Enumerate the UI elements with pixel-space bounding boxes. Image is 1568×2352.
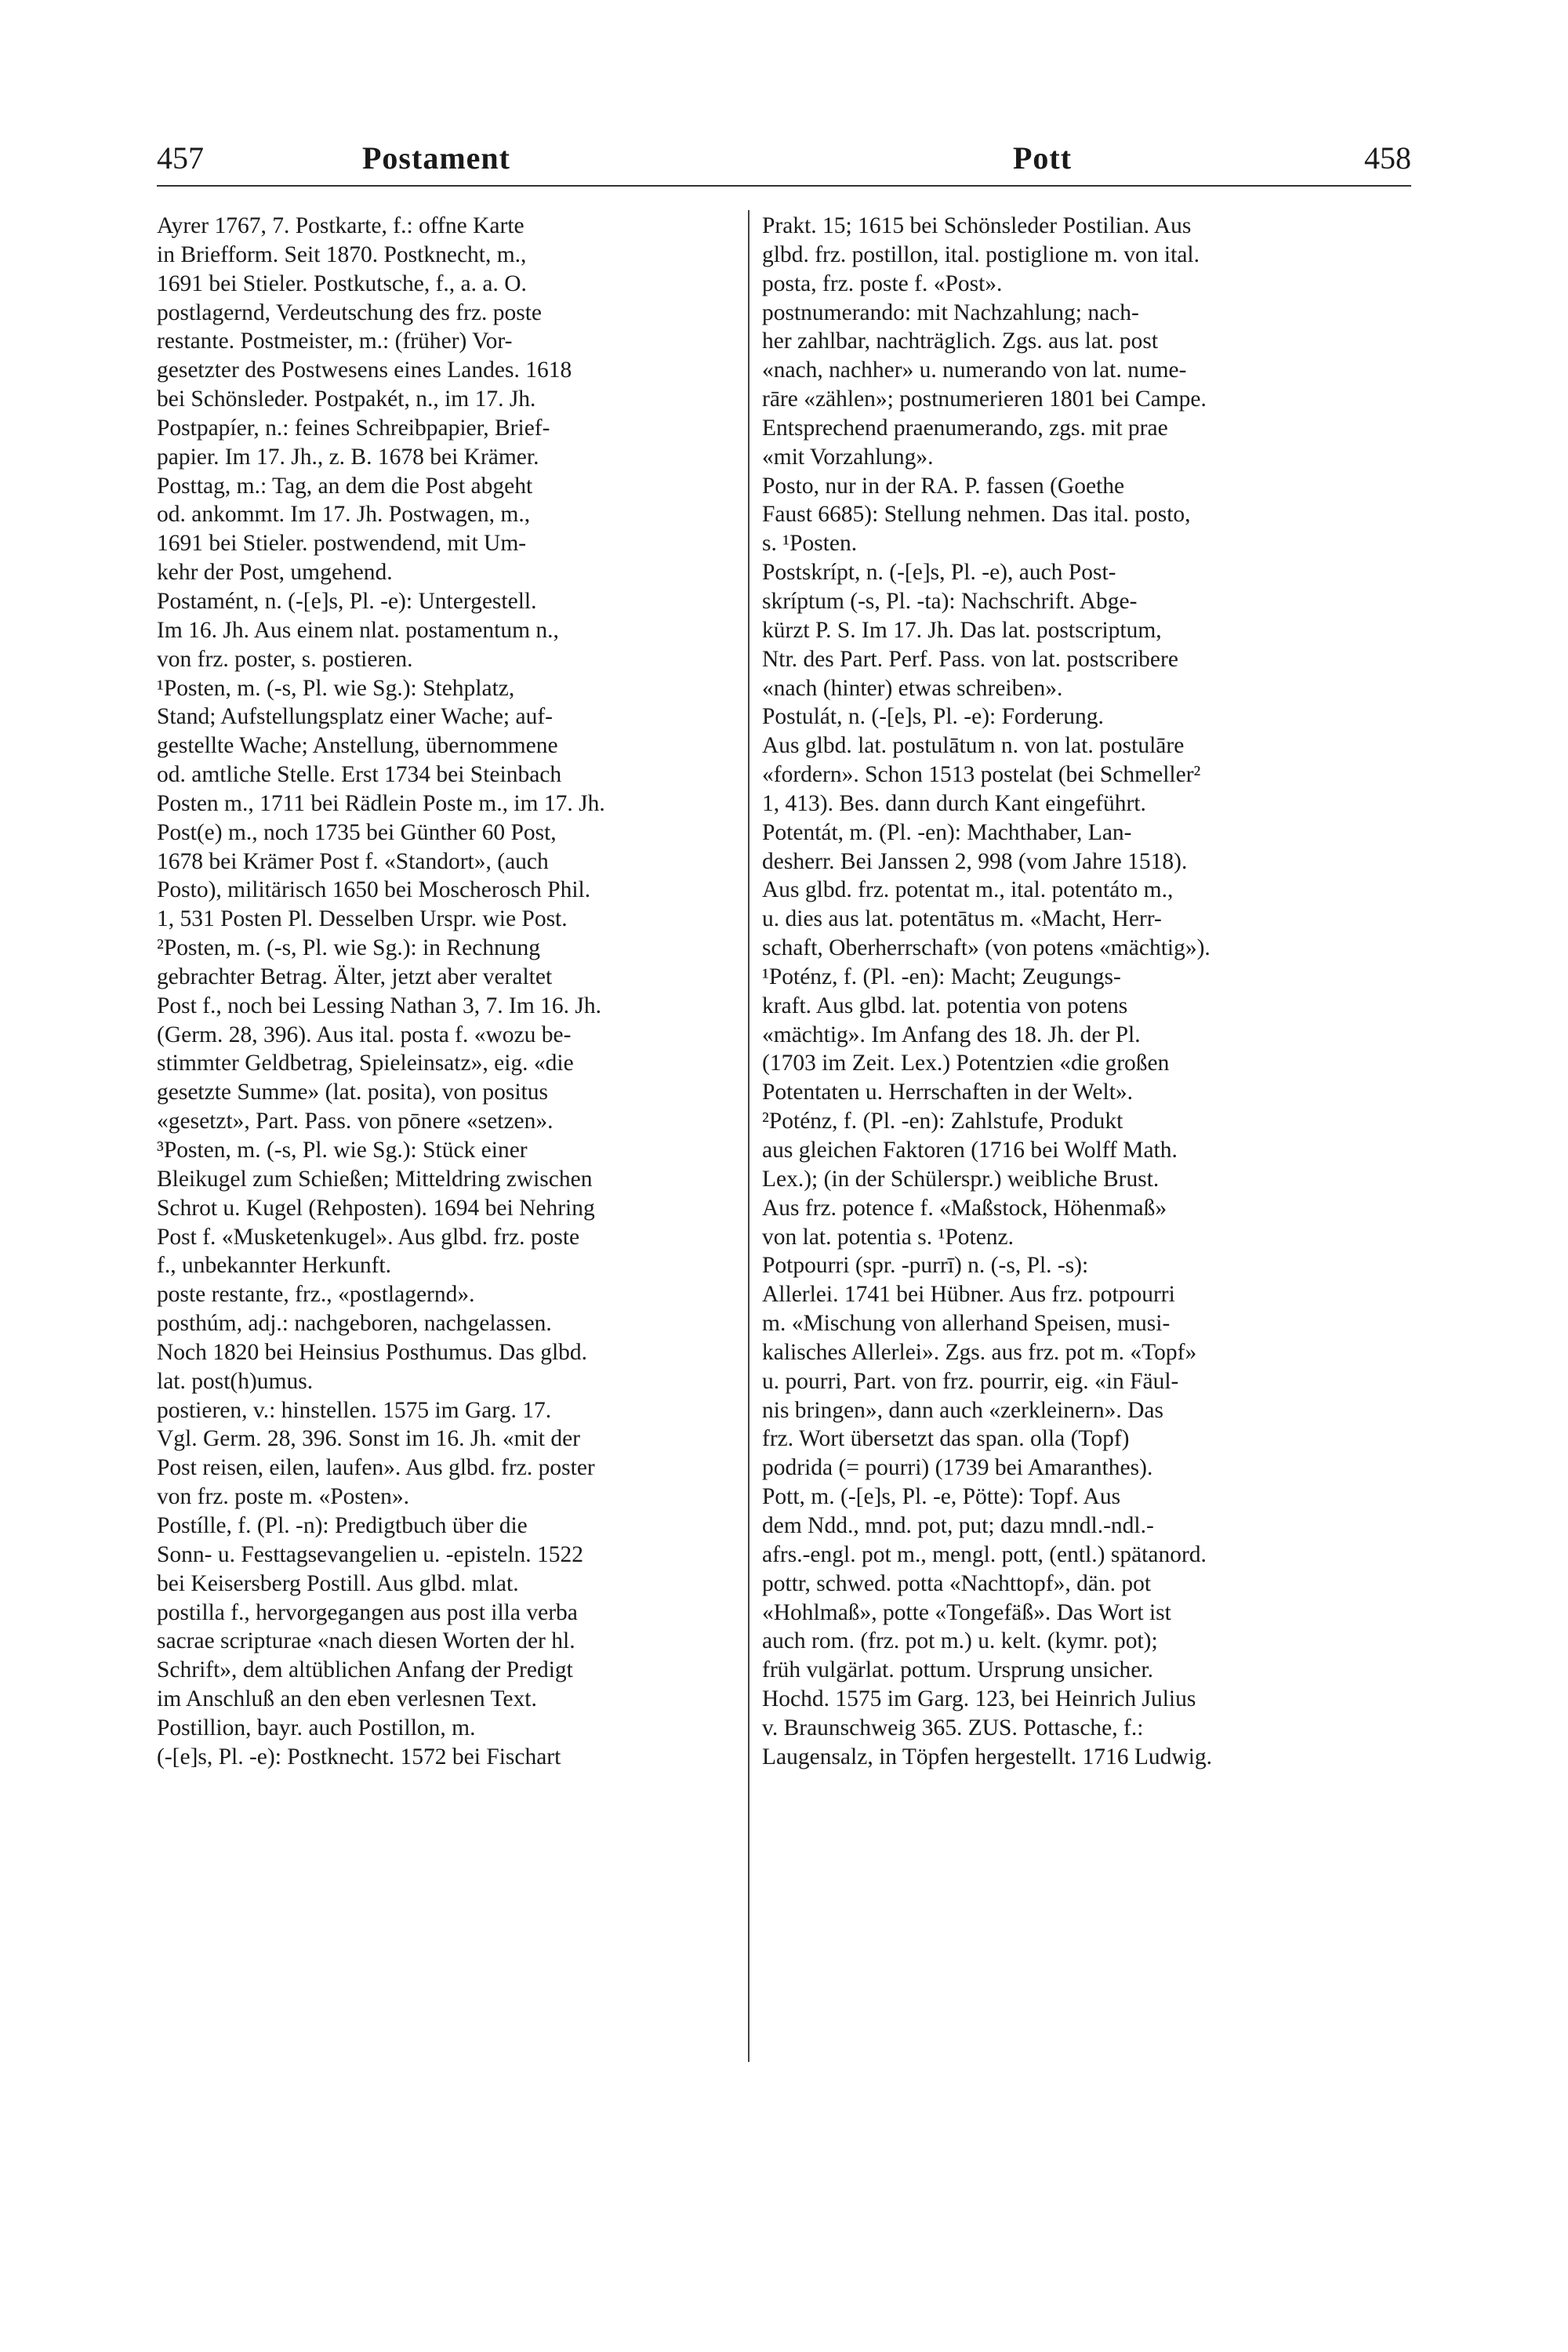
left-column-line: lat. post(h)umus.: [157, 1368, 314, 1394]
right-column-line: Hochd. 1575 im Garg. 123, bei Heinrich Julius: [762, 1686, 1196, 1712]
left-column-line: Post f. «Musketenkugel». Aus glbd. frz. poste: [157, 1224, 580, 1250]
left-column-line: bei Schönsleder. Postpakét, n., im 17. Jh.: [157, 387, 536, 412]
right-column-line: s. ¹Posten.: [762, 531, 858, 557]
left-column-line: von frz. poster, s. postieren.: [157, 646, 413, 672]
page-header: [157, 140, 1411, 187]
left-column-line: Posto), militärisch 1650 bei Moscherosch Phil.: [157, 877, 591, 903]
right-column-line: v. Braunschweig 365. ZUS. Pottasche, f.:: [762, 1715, 1144, 1740]
left-column-line: gebrachter Betrag. Älter, jetzt aber veraltet: [157, 964, 553, 989]
left-column-line: Schrift», dem altüblichen Anfang der Predigt: [157, 1657, 573, 1683]
right-column-line: Postulát, n. (-[e]s, Pl. -e): Forderung.: [762, 704, 1104, 730]
right-column-line: u. pourri, Part. von frz. pourrir, eig. «in Fäul-: [762, 1368, 1179, 1394]
right-column-line: «Hohlmaß», potte «Tongefäß». Das Wort ist: [762, 1599, 1171, 1625]
left-column-line: «gesetzt», Part. Pass. von pōnere «setzen».: [157, 1109, 554, 1134]
left-column-line: im Anschluß an den eben verlesnen Text.: [157, 1686, 537, 1712]
right-column-line: Postskrípt, n. (-[e]s, Pl. -e), auch Post-: [762, 560, 1116, 586]
left-column-line: stimmter Geldbetrag, Spieleinsatz», eig. «die: [157, 1051, 574, 1076]
right-column-line: auch rom. (frz. pot m.) u. kelt. (kymr. pot);: [762, 1628, 1158, 1654]
right-column-line: «mächtig». Im Anfang des 18. Jh. der Pl.: [762, 1022, 1141, 1047]
right-column-line: von lat. potentia s. ¹Potenz.: [762, 1224, 1014, 1250]
left-column-line: Post f., noch bei Lessing Nathan 3, 7. Im 16. Jh.: [157, 993, 601, 1018]
right-column-line: rāre «zählen»; postnumerieren 1801 bei Campe.: [762, 387, 1207, 412]
right-column-line: postnumerando: mit Nachzahlung; nach-: [762, 299, 1139, 325]
left-column: [157, 212, 739, 2062]
right-column-line: aus gleichen Faktoren (1716 bei Wolff Math.: [762, 1138, 1178, 1163]
right-column-line: Aus glbd. lat. postulātum n. von lat. postulāre: [762, 733, 1185, 759]
left-column-line: posthúm, adj.: nachgeboren, nachgelassen.: [157, 1311, 552, 1337]
right-column-line: «nach, nachher» u. numerando von lat. nume-: [762, 358, 1187, 383]
right-column-line: Aus glbd. frz. potentat m., ital. potentáto m.,: [762, 877, 1174, 903]
right-column-line: Entsprechend praenumerando, zgs. mit prae: [762, 415, 1168, 441]
left-column-line: gesetzte Summe» (lat. posita), von positus: [157, 1080, 548, 1105]
right-column-line: u. dies aus lat. potentātus m. «Macht, Herr-: [762, 906, 1162, 932]
right-column-line: dem Ndd., mnd. pot, put; dazu mndl.-ndl.-: [762, 1512, 1154, 1538]
right-column-line: Posto, nur in der RA. P. fassen (Goethe: [762, 473, 1125, 499]
left-column-line: Postillion, bayr. auch Postillon, m.: [157, 1715, 476, 1740]
left-column-line: 1691 bei Stieler. postwendend, mit Um-: [157, 531, 527, 557]
right-column-line: podrida (= pourri) (1739 bei Amaranthes).: [762, 1455, 1153, 1481]
left-column-line: od. ankommt. Im 17. Jh. Postwagen, m.,: [157, 502, 531, 528]
right-column-line: Potentát, m. (Pl. -en): Machthaber, Lan-: [762, 819, 1132, 845]
left-running-head: Postament: [362, 140, 510, 176]
left-column-line: 1678 bei Krämer Post f. «Standort», (auch: [157, 848, 549, 874]
left-column-line: papier. Im 17. Jh., z. B. 1678 bei Krämer.: [157, 444, 539, 470]
left-column-line: 1, 531 Posten Pl. Desselben Urspr. wie Post.: [157, 906, 568, 932]
left-column-line: Ayrer 1767, 7. Postkarte, f.: offne Karte: [157, 213, 524, 238]
right-column-line: kalisches Allerlei». Zgs. aus frz. pot m. «Topf»: [762, 1339, 1197, 1365]
left-column-line: sacrae scripturae «nach diesen Worten der hl.: [157, 1628, 575, 1654]
column-divider: [748, 210, 750, 2062]
left-column-line: Stand; Aufstellungsplatz einer Wache; auf-: [157, 704, 553, 730]
left-column-line: Postpapíer, n.: feines Schreibpapier, Brief-: [157, 415, 550, 441]
right-column-line: glbd. frz. postillon, ital. postiglione m. von ital.: [762, 241, 1200, 267]
left-column-line: 1691 bei Stieler. Postkutsche, f., a. a. O.: [157, 270, 527, 296]
left-page-number: 457: [157, 140, 204, 176]
left-column-line: postieren, v.: hinstellen. 1575 im Garg. 17.: [157, 1397, 552, 1423]
right-column-line: pottr, schwed. potta «Nachttopf», dän. pot: [762, 1570, 1152, 1596]
left-column-line: Vgl. Germ. 28, 396. Sonst im 16. Jh. «mit der: [157, 1426, 581, 1452]
right-column-line: desherr. Bei Janssen 2, 998 (vom Jahre 1518).: [762, 848, 1188, 874]
right-column-line: Allerlei. 1741 bei Hübner. Aus frz. potpourri: [762, 1282, 1175, 1308]
right-column: [762, 212, 1344, 2062]
left-column-line: ²Posten, m. (-s, Pl. wie Sg.): in Rechnung: [157, 935, 541, 961]
left-column-line: Post reisen, eilen, laufen». Aus glbd. frz. poster: [157, 1455, 595, 1481]
left-column-line: Postamént, n. (-[e]s, Pl. -e): Untergestell.: [157, 588, 537, 614]
left-column-line: od. amtliche Stelle. Erst 1734 bei Steinbach: [157, 762, 562, 788]
left-column-line: postilla f., hervorgegangen aus post illa verba: [157, 1599, 578, 1625]
left-column-line: ¹Posten, m. (-s, Pl. wie Sg.): Stehplatz,: [157, 675, 515, 701]
right-column-line: m. «Mischung von allerhand Speisen, musi-: [762, 1311, 1171, 1337]
right-column-line: «fordern». Schon 1513 postelat (bei Schmeller²: [762, 762, 1201, 788]
left-column-line: Postílle, f. (Pl. -n): Predigtbuch über die: [157, 1512, 528, 1538]
right-column-line: Prakt. 15; 1615 bei Schönsleder Postilian. Aus: [762, 213, 1192, 238]
right-column-line: «nach (hinter) etwas schreiben».: [762, 675, 1063, 701]
right-column-line: kürzt P. S. Im 17. Jh. Das lat. postscriptum,: [762, 617, 1162, 643]
right-column-line: Potpourri (spr. -purrī) n. (-s, Pl. -s):: [762, 1253, 1089, 1279]
right-column-line: Potentaten u. Herrschaften in der Welt».: [762, 1080, 1134, 1105]
right-column-line: skríptum (-s, Pl. -ta): Nachschrift. Abge-: [762, 588, 1138, 614]
left-column-line: (Germ. 28, 396). Aus ital. posta f. «wozu be-: [157, 1022, 572, 1047]
left-column-line: in Briefform. Seit 1870. Postknecht, m.,: [157, 241, 527, 267]
left-column-line: gestellte Wache; Anstellung, übernommene: [157, 733, 558, 759]
left-column-line: Sonn- u. Festtagsevangelien u. -episteln. 1522: [157, 1541, 584, 1567]
left-column-line: postlagernd, Verdeutschung des frz. poste: [157, 299, 542, 325]
left-column-line: f., unbekannter Herkunft.: [157, 1253, 391, 1279]
right-column-line: afrs.-engl. pot m., mengl. pott, (entl.) spätanord.: [762, 1541, 1207, 1567]
left-column-line: bei Keisersberg Postill. Aus glbd. mlat.: [157, 1570, 519, 1596]
left-column-line: poste restante, frz., «postlagernd».: [157, 1282, 475, 1308]
right-column-line: Pott, m. (-[e]s, Pl. -e, Pötte): Topf. Aus: [762, 1484, 1121, 1510]
left-column-line: Im 16. Jh. Aus einem nlat. postamentum n.,: [157, 617, 559, 643]
left-column-line: von frz. poste m. «Posten».: [157, 1484, 410, 1510]
left-column-line: Posten m., 1711 bei Rädlein Poste m., im 17. Jh.: [157, 790, 605, 816]
right-column-line: ²Poténz, f. (Pl. -en): Zahlstufe, Produkt: [762, 1109, 1123, 1134]
left-column-line: ³Posten, m. (-s, Pl. wie Sg.): Stück einer: [157, 1138, 528, 1163]
right-column-line: früh vulgärlat. pottum. Ursprung unsicher.: [762, 1657, 1153, 1683]
left-column-line: Posttag, m.: Tag, an dem die Post abgeht: [157, 473, 533, 499]
right-column-line: Faust 6685): Stellung nehmen. Das ital. posto,: [762, 502, 1191, 528]
left-column-line: Noch 1820 bei Heinsius Posthumus. Das glbd.: [157, 1339, 588, 1365]
right-column-line: ¹Poténz, f. (Pl. -en): Macht; Zeugungs-: [762, 964, 1121, 989]
right-column-line: frz. Wort übersetzt das span. olla (Topf): [762, 1426, 1130, 1452]
right-column-line: schaft, Oberherrschaft» (von potens «mächtig»).: [762, 935, 1210, 961]
right-column-line: 1, 413). Bes. dann durch Kant eingeführt.: [762, 790, 1146, 816]
right-column-line: her zahlbar, nachträglich. Zgs. aus lat. post: [762, 328, 1159, 354]
left-column-line: Bleikugel zum Schießen; Mitteldring zwischen: [157, 1166, 593, 1192]
right-column-line: (1703 im Zeit. Lex.) Potentzien «die großen: [762, 1051, 1170, 1076]
right-column-line: «mit Vorzahlung».: [762, 444, 934, 470]
right-column-line: Aus frz. potence f. «Maßstock, Höhenmaß»: [762, 1195, 1167, 1221]
header-rule: [157, 185, 1411, 187]
left-column-line: Schrot u. Kugel (Rehposten). 1694 bei Nehring: [157, 1195, 595, 1221]
right-column-line: Lex.); (in der Schülerspr.) weibliche Brust.: [762, 1166, 1160, 1192]
right-column-line: Ntr. des Part. Perf. Pass. von lat. postscribere: [762, 646, 1178, 672]
left-column-line: gesetzter des Postwesens eines Landes. 1618: [157, 358, 572, 383]
left-column-line: (-[e]s, Pl. -e): Postknecht. 1572 bei Fischart: [157, 1744, 561, 1769]
left-column-line: kehr der Post, umgehend.: [157, 560, 393, 586]
right-page-number: 458: [1364, 140, 1411, 176]
right-column-line: nis bringen», dann auch «zerkleinern». Das: [762, 1397, 1163, 1423]
right-column-line: Laugensalz, in Töpfen hergestellt. 1716 Ludwig.: [762, 1744, 1213, 1769]
right-column-line: kraft. Aus glbd. lat. potentia von potens: [762, 993, 1128, 1018]
right-running-head: Pott: [1013, 140, 1073, 176]
right-column-line: posta, frz. poste f. «Post».: [762, 270, 1003, 296]
left-column-line: restante. Postmeister, m.: (früher) Vor-: [157, 328, 513, 354]
left-column-line: Post(e) m., noch 1735 bei Günther 60 Post,: [157, 819, 557, 845]
